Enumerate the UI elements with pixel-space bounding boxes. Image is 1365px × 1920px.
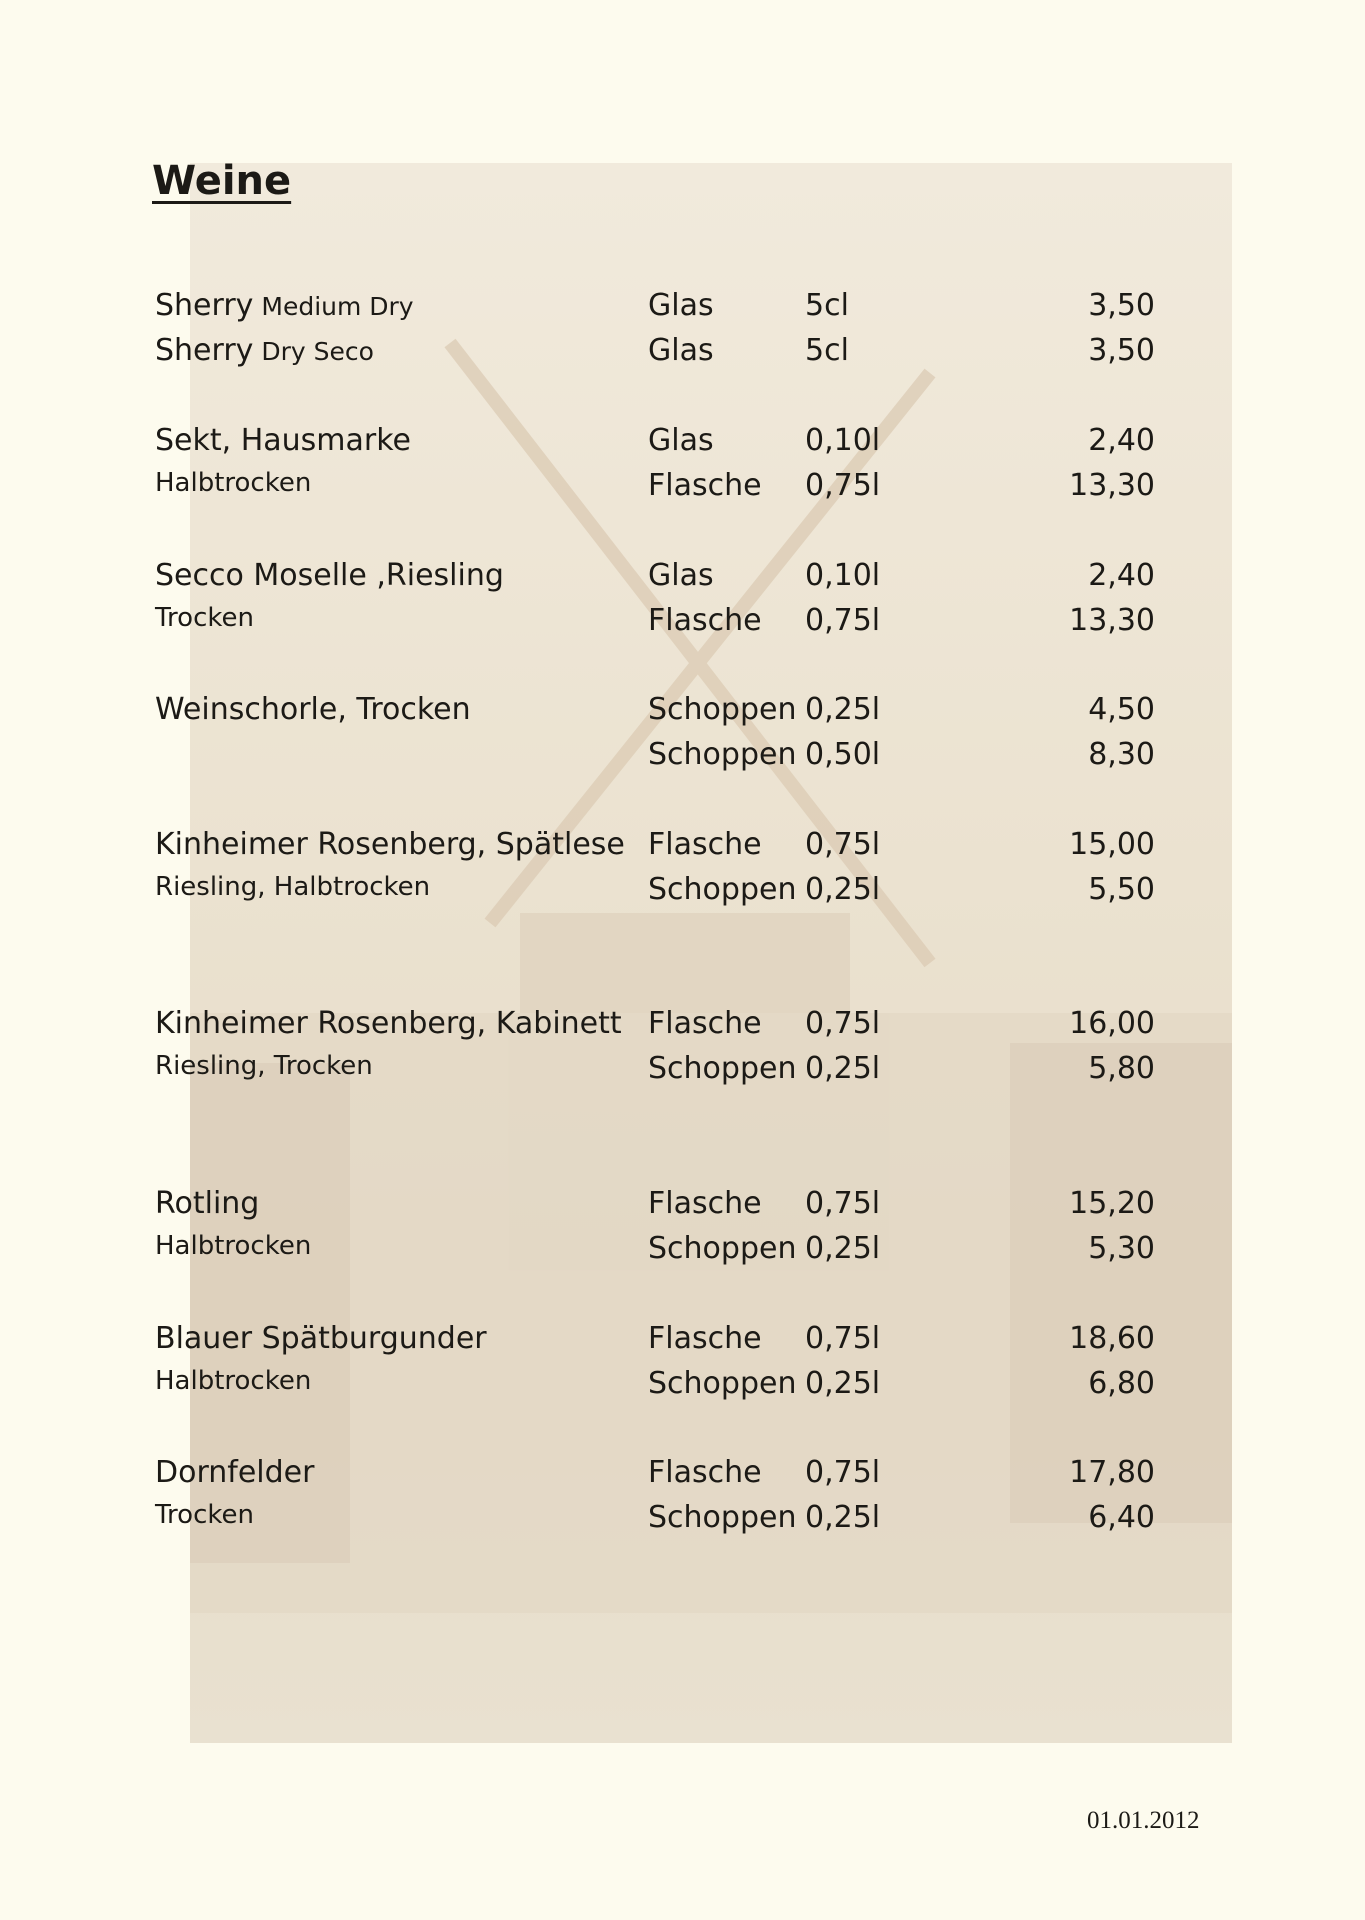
- price: 8,30: [1088, 737, 1155, 772]
- menu-row: [155, 737, 1155, 782]
- wine-name: [155, 423, 411, 458]
- serving-unit: Glas: [648, 333, 714, 368]
- price: 18,60: [1069, 1321, 1155, 1356]
- serving-volume: 0,25l: [805, 1051, 881, 1086]
- serving-unit: Flasche: [648, 827, 762, 862]
- menu-row: [155, 558, 1155, 603]
- wine-name: [155, 1006, 622, 1041]
- menu-row: [155, 827, 1155, 872]
- serving-volume: 0,75l: [805, 603, 881, 638]
- price: 16,00: [1069, 1006, 1155, 1041]
- price: 2,40: [1088, 423, 1155, 458]
- serving-unit: Flasche: [648, 603, 762, 638]
- serving-unit: Schoppen: [648, 692, 797, 727]
- serving-volume: 0,75l: [805, 1321, 881, 1356]
- wine-description: [155, 872, 430, 902]
- wine-name-text: Halbtrocken: [155, 468, 312, 498]
- menu-row: [155, 1186, 1155, 1231]
- menu-row: [155, 1455, 1155, 1500]
- wine-name-text: Sherry: [155, 333, 254, 368]
- menu-row: [155, 692, 1155, 737]
- footer-date: 01.01.2012: [1087, 1807, 1200, 1834]
- menu-row: [155, 1366, 1155, 1411]
- wine-style-text: Dry Seco: [253, 337, 374, 366]
- serving-volume: 0,75l: [805, 468, 881, 503]
- serving-volume: 0,75l: [805, 1455, 881, 1490]
- wine-item: [155, 1455, 1155, 1545]
- wine-description: [155, 1231, 311, 1261]
- wine-item: [155, 288, 1155, 378]
- wine-name-text: Sherry: [155, 288, 254, 323]
- wine-name-text: Riesling, Trocken: [155, 1051, 373, 1081]
- menu-row: [155, 603, 1155, 648]
- serving-volume: 5cl: [805, 333, 849, 368]
- wine-description: [155, 1366, 311, 1396]
- wine-item: [155, 692, 1155, 782]
- wine-item: [155, 827, 1155, 917]
- price: 6,80: [1088, 1366, 1155, 1401]
- menu-row: [155, 1006, 1155, 1051]
- wine-name: [155, 333, 374, 368]
- wine-name-text: Kinheimer Rosenberg, Kabinett: [155, 1006, 622, 1041]
- price: 2,40: [1088, 558, 1155, 593]
- menu-row: [155, 288, 1155, 333]
- menu-row: [155, 1051, 1155, 1096]
- price: 3,50: [1088, 288, 1155, 323]
- serving-volume: 0,25l: [805, 1366, 881, 1401]
- menu-row: [155, 333, 1155, 378]
- wine-style-text: Medium Dry: [253, 292, 414, 321]
- wine-name-text: Blauer Spätburgunder: [155, 1321, 487, 1356]
- wine-name: [155, 558, 504, 593]
- price: 5,80: [1088, 1051, 1155, 1086]
- serving-unit: Flasche: [648, 468, 762, 503]
- serving-unit: Schoppen: [648, 1366, 797, 1401]
- price: 4,50: [1088, 692, 1155, 727]
- wine-name-text: Sekt, Hausmarke: [155, 423, 411, 458]
- menu-row: [155, 1231, 1155, 1276]
- wine-description: [155, 468, 311, 498]
- wine-name-text: Rotling: [155, 1186, 260, 1221]
- menu-row: [155, 872, 1155, 917]
- serving-volume: 0,25l: [805, 692, 881, 727]
- wine-description: [155, 603, 254, 633]
- wine-description: [155, 1500, 254, 1530]
- price: 13,30: [1069, 603, 1155, 638]
- serving-volume: 0,25l: [805, 1500, 881, 1535]
- wine-name: [155, 1455, 314, 1490]
- serving-unit: Glas: [648, 423, 714, 458]
- serving-volume: 0,50l: [805, 737, 881, 772]
- price: 6,40: [1088, 1500, 1155, 1535]
- price: 5,30: [1088, 1231, 1155, 1266]
- wine-description: [155, 1051, 373, 1081]
- wine-name-text: Weinschorle, Trocken: [155, 692, 471, 727]
- wine-name-text: Secco Moselle ,Riesling: [155, 558, 504, 593]
- wine-name-text: Dornfelder: [155, 1455, 315, 1490]
- serving-unit: Schoppen: [648, 1051, 797, 1086]
- price: 3,50: [1088, 333, 1155, 368]
- wine-item: [155, 1321, 1155, 1411]
- menu-row: [155, 1321, 1155, 1366]
- serving-unit: Schoppen: [648, 872, 797, 907]
- page-title: Weine: [152, 158, 292, 204]
- wine-item: [155, 1006, 1155, 1096]
- menu-row: [155, 423, 1155, 468]
- serving-volume: 5cl: [805, 288, 849, 323]
- menu-row: [155, 1500, 1155, 1545]
- serving-volume: 0,75l: [805, 1186, 881, 1221]
- serving-volume: 0,75l: [805, 827, 881, 862]
- serving-unit: Flasche: [648, 1455, 762, 1490]
- price: 15,00: [1069, 827, 1155, 862]
- serving-unit: Schoppen: [648, 737, 797, 772]
- serving-unit: Flasche: [648, 1321, 762, 1356]
- wine-name: [155, 1321, 487, 1356]
- serving-unit: Flasche: [648, 1006, 762, 1041]
- wine-item: [155, 558, 1155, 648]
- serving-unit: Flasche: [648, 1186, 762, 1221]
- menu-row: [155, 468, 1155, 513]
- serving-volume: 0,10l: [805, 423, 881, 458]
- serving-volume: 0,75l: [805, 1006, 881, 1041]
- wine-item: [155, 1186, 1155, 1276]
- serving-volume: 0,10l: [805, 558, 881, 593]
- wine-name-text: Halbtrocken: [155, 1366, 312, 1396]
- wine-item: [155, 423, 1155, 513]
- wine-name-text: Trocken: [155, 1500, 254, 1530]
- serving-volume: 0,25l: [805, 872, 881, 907]
- wine-name: [155, 692, 471, 727]
- wine-name: [155, 827, 625, 862]
- serving-unit: Glas: [648, 288, 714, 323]
- wine-name-text: Riesling, Halbtrocken: [155, 872, 431, 902]
- wine-name: [155, 288, 414, 323]
- price: 5,50: [1088, 872, 1155, 907]
- serving-unit: Schoppen: [648, 1231, 797, 1266]
- price: 15,20: [1069, 1186, 1155, 1221]
- price: 13,30: [1069, 468, 1155, 503]
- serving-unit: Schoppen: [648, 1500, 797, 1535]
- price: 17,80: [1069, 1455, 1155, 1490]
- wine-name-text: Halbtrocken: [155, 1231, 312, 1261]
- serving-unit: Glas: [648, 558, 714, 593]
- wine-name: [155, 1186, 259, 1221]
- serving-volume: 0,25l: [805, 1231, 881, 1266]
- wine-name-text: Kinheimer Rosenberg, Spätlese: [155, 827, 625, 862]
- wine-name-text: Trocken: [155, 603, 254, 633]
